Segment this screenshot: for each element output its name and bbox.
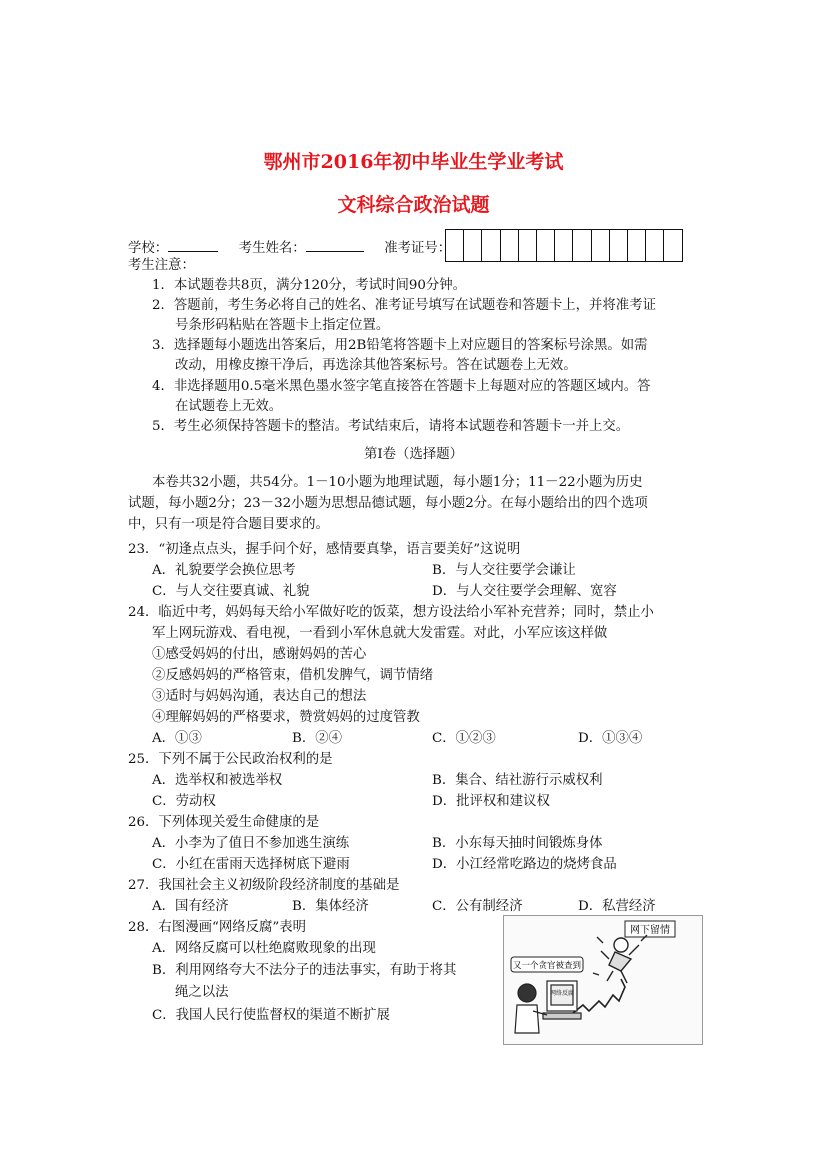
q27-option-d: D．私营经济 [578, 899, 656, 914]
section-title: 第Ⅰ卷（选择题） [363, 447, 464, 462]
school-label: 学校： [128, 241, 169, 256]
q24-statement: ①感受妈妈的付出，感谢妈妈的苦心 [152, 647, 367, 662]
q25-option-b: B．集合、结社游行示威权利 [432, 773, 603, 788]
q26-option-a: A．小李为了值日不参加逃生演练 [152, 836, 350, 851]
notice-item: 2．答题前，考生务必将自己的姓名、准考证号填写在试题卷和答题卡上，并将准考证 [152, 298, 656, 313]
name-blank[interactable] [306, 237, 364, 252]
q26-option-b: B．小东每天抽时间锻炼身体 [432, 836, 603, 851]
q23-stem: 23．“初逢点点头，握手问个好，感情要真挚，语言要美好”这说明 [128, 542, 521, 557]
notice-item: 1．本试题卷共8页，满分120分，考试时间90分钟。 [152, 278, 467, 293]
network-anticorruption-cartoon [503, 915, 703, 1045]
notice-item: 在试题卷上无效。 [175, 399, 283, 414]
notice-item: 4．非选择题用0.5毫米黑色墨水签字笔直接答在答题卡上每题对应的答题区域内。答 [152, 379, 651, 394]
info-line [128, 237, 451, 256]
section-intro: 试题，每小题2分；23－32小题为思想品德试题，每小题2分。在每小题给出的四个选项 [128, 496, 648, 511]
q27-option-b: B．集体经济 [292, 899, 369, 914]
q24-option-b: B．②④ [292, 731, 343, 746]
section-intro: 本卷共32小题，共54分。1－10小题为地理试题，每小题1分；11－22小题为历史 [152, 475, 643, 490]
q28-option-c: C．我国人民行使监督权的渠道不断扩展 [152, 1008, 390, 1023]
q26-option-c: C．小红在雷雨天选择树底下避雨 [152, 857, 350, 872]
notice-heading: 考生注意： [128, 258, 195, 273]
school-blank[interactable] [168, 237, 218, 252]
q28-option-a: A．网络反腐可以杜绝腐败现象的出现 [152, 941, 376, 956]
notice-item: 5．考生必须保持答题卡的整洁。考试结束后，请将本试题卷和答题卡一并上交。 [152, 419, 630, 434]
exam-id-boxes[interactable] [445, 229, 683, 262]
q28-option-b: B．利用网络夸大不法分子的违法事实，有助于将其 [152, 963, 457, 978]
q24-statement: ④理解妈妈的严格要求，赞赏妈妈的过度管教 [152, 710, 420, 725]
q26-option-d: D．小江经常吃路边的烧烤食品 [432, 857, 617, 872]
q23-option-a: A．礼貌要学会换位思考 [152, 563, 296, 578]
sign-text: 网下留情 [630, 925, 670, 936]
q23-option-d: D．与人交往要学会理解、宽容 [432, 584, 617, 599]
speech-bubble [511, 957, 583, 972]
q28-stem: 28．右图漫画“网络反腐”表明 [128, 920, 307, 935]
id-label: 准考证号： [384, 241, 452, 256]
q23-option-c: C．与人交往要真诚、礼貌 [152, 584, 310, 599]
sign-bubble [625, 921, 675, 937]
screen-text: 网络反腐 [549, 990, 575, 997]
section-intro: 中，只有一项是符合题目要求的。 [128, 517, 329, 532]
computer-icon [543, 981, 581, 1019]
q24-option-c: C．①②③ [432, 731, 496, 746]
q27-stem: 27．我国社会主义初级阶段经济制度的基础是 [128, 878, 400, 893]
q25-stem: 25．下列不属于公民政治权利的是 [128, 752, 333, 767]
exam-subtitle: 文科综合政治试题 [337, 194, 490, 216]
name-label: 考生姓名： [238, 241, 306, 256]
q27-option-c: C．公有制经济 [432, 899, 523, 914]
q24-stem: 24．临近中考，妈妈每天给小军做好吃的饭菜，想方设法给小军补充营养；同时，禁止小 [128, 605, 654, 620]
q25-option-c: C．劳动权 [152, 794, 216, 809]
q24-option-a: A．①③ [152, 731, 202, 746]
q28-option-b-cont: 绳之以法 [175, 985, 229, 1000]
q24-statement: ②反感妈妈的严格管束，借机发脾气，调节情绪 [152, 668, 434, 683]
notice-item: 号条形码粘贴在答题卡上指定位置。 [175, 318, 390, 333]
notice-item: 改动，用橡皮擦干净后，再选涂其他答案标号。答在试题卷上无效。 [175, 358, 577, 373]
q24-option-d: D．①③④ [578, 731, 643, 746]
notice-item: 3．选择题每小题选出答案后，用2B铅笔将答题卡上对应题目的答案标号涂黑。如需 [152, 338, 648, 353]
speech-text: 又一个贪官被查到 [512, 961, 582, 971]
q27-option-a: A．国有经济 [152, 899, 229, 914]
exam-title: 鄂州市2016年初中毕业生学业考试 [263, 151, 564, 173]
q24-statement: ③适时与妈妈沟通，表达自己的想法 [152, 689, 367, 704]
q26-stem: 26．下列体现关爱生命健康的是 [128, 815, 320, 830]
q24-stem: 军上网玩游戏、看电视，一看到小军休息就大发雷霆。对此，小军应该这样做 [152, 626, 608, 641]
q25-option-a: A．选举权和被选举权 [152, 773, 283, 788]
q23-option-b: B．与人交往要学会谦让 [432, 563, 576, 578]
q25-option-d: D．批评权和建议权 [432, 794, 550, 809]
